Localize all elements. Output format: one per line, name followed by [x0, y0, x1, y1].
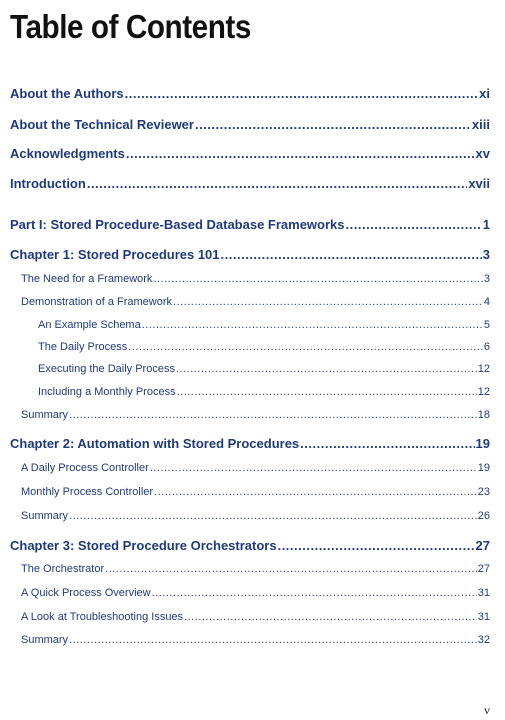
toc-entry-page: xi [479, 86, 490, 101]
toc-entry-page: 12 [477, 363, 490, 375]
toc-entry-orchestrator[interactable] [21, 563, 490, 575]
toc-entry-page: 19 [477, 462, 490, 474]
toc-entry-quick-overview[interactable] [21, 587, 490, 599]
toc-entry-label: Executing the Daily Process [38, 363, 175, 375]
toc-entry-label: A Quick Process Overview [21, 587, 151, 599]
toc-entry-daily-process[interactable] [38, 341, 490, 353]
toc-entry-part-1[interactable] [10, 217, 490, 232]
toc-entry-label: The Orchestrator [21, 563, 105, 575]
dot-leader [300, 436, 474, 451]
toc-entry-page: 27 [475, 538, 490, 553]
toc-entry-chapter-2[interactable] [10, 436, 490, 451]
toc-entry-page: 23 [477, 486, 490, 498]
toc-entry-need-for-framework[interactable] [21, 273, 490, 285]
toc-entry-label: Summary [21, 634, 69, 646]
toc-entry-page: 5 [483, 319, 490, 331]
toc-entry-label: The Need for a Framework [21, 273, 153, 285]
dot-leader [221, 247, 482, 262]
toc-entry-troubleshooting[interactable] [21, 611, 490, 623]
dot-leader [184, 611, 477, 623]
toc-entry-label: Including a Monthly Process [38, 386, 176, 398]
toc-entry-technical-reviewer[interactable] [10, 117, 490, 132]
toc-entry-page: 31 [477, 587, 490, 599]
toc-entry-label: A Look at Troubleshooting Issues [21, 611, 184, 623]
dot-leader [195, 117, 471, 132]
dot-leader [278, 538, 475, 553]
dot-leader [87, 176, 467, 191]
toc-entry-acknowledgments[interactable] [10, 146, 490, 161]
toc-entry-label: Summary [21, 409, 69, 421]
toc-entry-chapter-1[interactable] [10, 247, 490, 262]
toc-entry-chapter-3[interactable] [10, 538, 490, 553]
page-title: Table of Contents [10, 8, 251, 45]
toc-entry-label: Acknowledgments [10, 146, 125, 161]
toc-entry-summary-ch1[interactable] [21, 409, 490, 421]
toc-entry-page: 3 [482, 247, 490, 262]
toc-entry-label: About the Authors [10, 86, 124, 101]
toc-entry-label: Demonstration of a Framework [21, 296, 172, 308]
dot-leader [142, 319, 483, 331]
page-number: v [484, 703, 490, 717]
toc-entry-example-schema[interactable] [38, 319, 490, 331]
toc-entry-page: 12 [477, 386, 490, 398]
toc-entry-label: The Daily Process [38, 341, 128, 353]
toc-entry-introduction[interactable] [10, 176, 490, 191]
dot-leader [173, 296, 483, 308]
toc-entry-page: xvii [468, 176, 490, 191]
dot-leader [154, 486, 477, 498]
dot-leader [177, 386, 477, 398]
dot-leader [152, 587, 477, 599]
toc-entry-page: 6 [483, 341, 490, 353]
dot-leader [125, 86, 479, 101]
dot-leader [126, 146, 475, 161]
toc-entry-page: 3 [483, 273, 490, 285]
toc-entry-label: Chapter 2: Automation with Stored Procedures [10, 436, 300, 451]
toc-entry-daily-controller[interactable] [21, 462, 490, 474]
toc-entry-page: 1 [482, 217, 490, 232]
toc-entry-label: Part I: Stored Procedure-Based Database Frameworks [10, 217, 345, 232]
toc-entry-label: A Daily Process Controller [21, 462, 149, 474]
toc-entry-label: About the Technical Reviewer [10, 117, 194, 132]
toc-entry-about-authors[interactable] [10, 86, 490, 101]
toc-entry-page: 27 [477, 563, 490, 575]
toc-entry-summary-ch2[interactable] [21, 510, 490, 522]
dot-leader [346, 217, 482, 232]
dot-leader [150, 462, 477, 474]
toc-entry-page: xiii [471, 117, 490, 132]
toc-entry-monthly-controller[interactable] [21, 486, 490, 498]
toc-entry-page: 26 [477, 510, 490, 522]
dot-leader [105, 563, 477, 575]
dot-leader [153, 273, 482, 285]
dot-leader [69, 409, 477, 421]
toc-entry-label: Summary [21, 510, 69, 522]
dot-leader [176, 363, 477, 375]
toc-entry-label: Monthly Process Controller [21, 486, 154, 498]
dot-leader [69, 634, 477, 646]
toc-entry-label: An Example Schema [38, 319, 141, 331]
toc-entry-label: Chapter 1: Stored Procedures 101 [10, 247, 220, 262]
toc-entry-monthly-process[interactable] [38, 386, 490, 398]
dot-leader [128, 341, 483, 353]
toc-entry-label: Introduction [10, 176, 86, 191]
toc-entry-summary-ch3[interactable] [21, 634, 490, 646]
toc-entry-demonstration[interactable] [21, 296, 490, 308]
toc-entry-page: 19 [475, 436, 490, 451]
toc-entry-executing-daily[interactable] [38, 363, 490, 375]
toc-entry-label: Chapter 3: Stored Procedure Orchestrators [10, 538, 277, 553]
toc-entry-page: 4 [483, 296, 490, 308]
toc-entry-page: 18 [477, 409, 490, 421]
toc-entry-page: 32 [477, 634, 490, 646]
toc-entry-page: xv [475, 146, 490, 161]
dot-leader [69, 510, 477, 522]
toc-entry-page: 31 [477, 611, 490, 623]
